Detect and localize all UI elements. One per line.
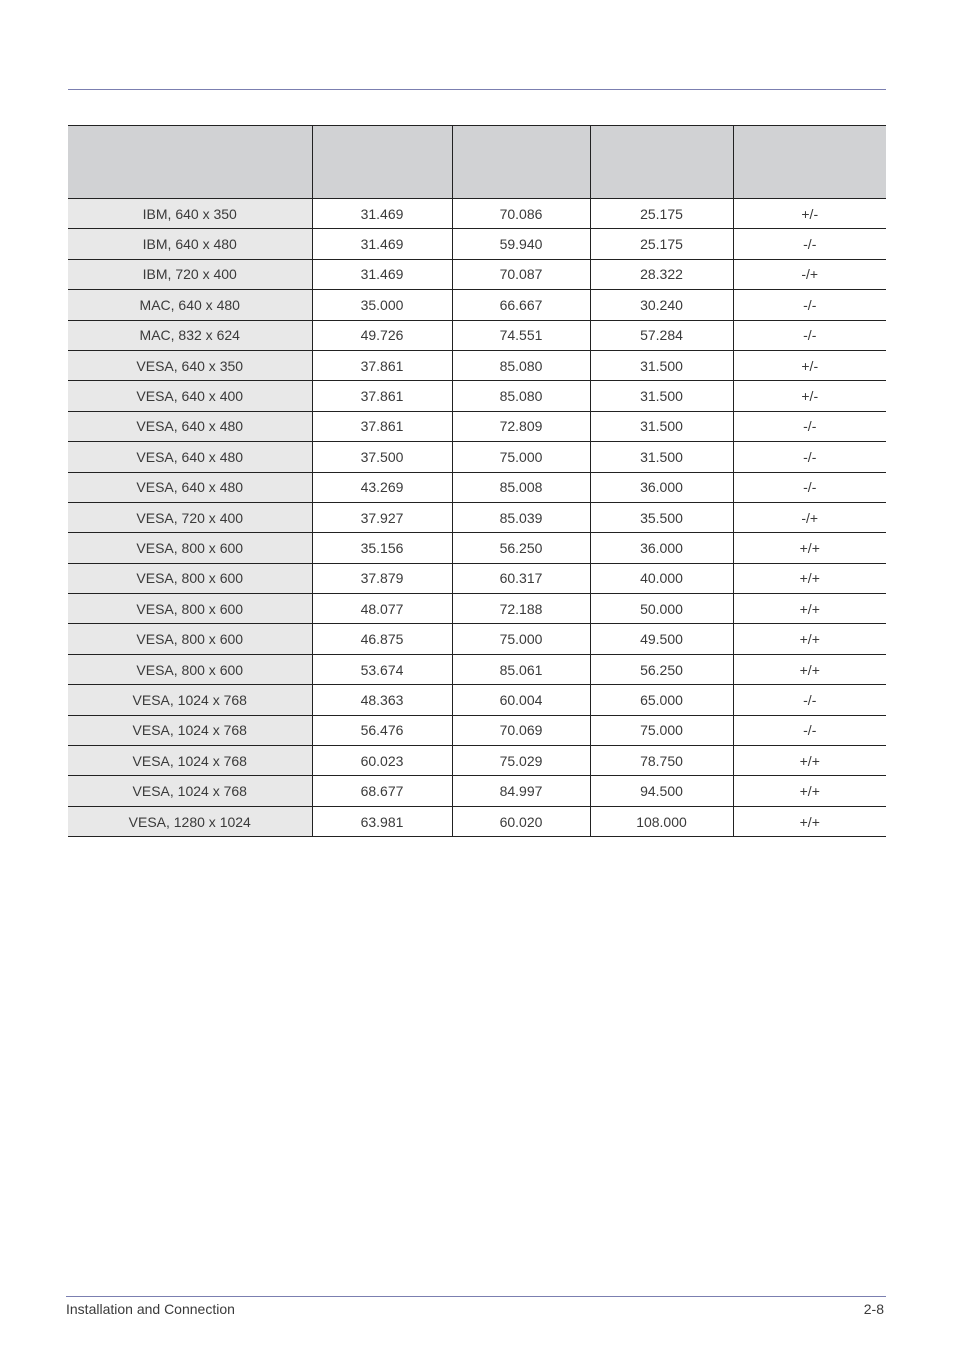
cell-vertical-frequency: 60.004 xyxy=(452,685,590,715)
table-row xyxy=(68,350,886,380)
table-row xyxy=(68,381,886,411)
cell-display-mode: VESA, 640 x 480 xyxy=(68,442,312,472)
cell-horizontal-frequency: 56.476 xyxy=(312,715,452,745)
cell-sync-polarity: -/- xyxy=(733,472,886,502)
cell-pixel-clock: 94.500 xyxy=(590,776,733,806)
cell-horizontal-frequency: 37.927 xyxy=(312,502,452,532)
cell-pixel-clock: 36.000 xyxy=(590,472,733,502)
cell-pixel-clock: 56.250 xyxy=(590,654,733,684)
cell-vertical-frequency: 85.061 xyxy=(452,654,590,684)
table-header-row xyxy=(68,126,886,199)
header-cell-horizontal-freq xyxy=(312,126,452,199)
cell-sync-polarity: -/- xyxy=(733,320,886,350)
cell-sync-polarity: -/- xyxy=(733,442,886,472)
cell-display-mode: IBM, 640 x 480 xyxy=(68,229,312,259)
table-row xyxy=(68,259,886,289)
cell-sync-polarity: -/- xyxy=(733,685,886,715)
cell-vertical-frequency: 66.667 xyxy=(452,290,590,320)
cell-pixel-clock: 25.175 xyxy=(590,199,733,229)
cell-horizontal-frequency: 43.269 xyxy=(312,472,452,502)
cell-horizontal-frequency: 49.726 xyxy=(312,320,452,350)
cell-vertical-frequency: 70.087 xyxy=(452,259,590,289)
cell-display-mode: MAC, 832 x 624 xyxy=(68,320,312,350)
cell-vertical-frequency: 70.086 xyxy=(452,199,590,229)
table-body xyxy=(68,199,886,837)
cell-pixel-clock: 65.000 xyxy=(590,685,733,715)
cell-vertical-frequency: 72.188 xyxy=(452,594,590,624)
cell-display-mode: IBM, 720 x 400 xyxy=(68,259,312,289)
cell-sync-polarity: -/- xyxy=(733,290,886,320)
cell-pixel-clock: 57.284 xyxy=(590,320,733,350)
table-row xyxy=(68,624,886,654)
table-row xyxy=(68,442,886,472)
cell-display-mode: VESA, 800 x 600 xyxy=(68,563,312,593)
cell-display-mode: IBM, 640 x 350 xyxy=(68,199,312,229)
cell-vertical-frequency: 60.020 xyxy=(452,806,590,836)
cell-vertical-frequency: 70.069 xyxy=(452,715,590,745)
cell-pixel-clock: 108.000 xyxy=(590,806,733,836)
cell-horizontal-frequency: 48.363 xyxy=(312,685,452,715)
table-row xyxy=(68,411,886,441)
cell-pixel-clock: 75.000 xyxy=(590,715,733,745)
cell-horizontal-frequency: 68.677 xyxy=(312,776,452,806)
cell-horizontal-frequency: 53.674 xyxy=(312,654,452,684)
cell-display-mode: VESA, 1024 x 768 xyxy=(68,715,312,745)
cell-display-mode: VESA, 640 x 480 xyxy=(68,472,312,502)
cell-sync-polarity: +/- xyxy=(733,350,886,380)
cell-vertical-frequency: 56.250 xyxy=(452,533,590,563)
header-cell-mode xyxy=(68,126,312,199)
cell-horizontal-frequency: 37.861 xyxy=(312,411,452,441)
cell-vertical-frequency: 85.039 xyxy=(452,502,590,532)
cell-pixel-clock: 25.175 xyxy=(590,229,733,259)
cell-horizontal-frequency: 31.469 xyxy=(312,259,452,289)
table-row xyxy=(68,746,886,776)
cell-display-mode: VESA, 800 x 600 xyxy=(68,624,312,654)
header-cell-vertical-freq xyxy=(452,126,590,199)
cell-vertical-frequency: 75.000 xyxy=(452,624,590,654)
cell-pixel-clock: 50.000 xyxy=(590,594,733,624)
header-rule xyxy=(68,89,886,90)
cell-horizontal-frequency: 31.469 xyxy=(312,199,452,229)
cell-pixel-clock: 78.750 xyxy=(590,746,733,776)
cell-pixel-clock: 49.500 xyxy=(590,624,733,654)
table-row xyxy=(68,563,886,593)
cell-horizontal-frequency: 37.500 xyxy=(312,442,452,472)
cell-pixel-clock: 31.500 xyxy=(590,381,733,411)
table-row xyxy=(68,502,886,532)
cell-sync-polarity: +/+ xyxy=(733,624,886,654)
cell-vertical-frequency: 85.008 xyxy=(452,472,590,502)
cell-sync-polarity: +/+ xyxy=(733,594,886,624)
footer-rule xyxy=(66,1296,886,1297)
table-row xyxy=(68,806,886,836)
cell-display-mode: VESA, 1024 x 768 xyxy=(68,685,312,715)
cell-sync-polarity: +/+ xyxy=(733,654,886,684)
cell-sync-polarity: +/- xyxy=(733,381,886,411)
cell-sync-polarity: -/+ xyxy=(733,502,886,532)
cell-pixel-clock: 28.322 xyxy=(590,259,733,289)
table-row xyxy=(68,715,886,745)
cell-pixel-clock: 31.500 xyxy=(590,442,733,472)
header-cell-sync-polarity xyxy=(733,126,886,199)
cell-sync-polarity: +/+ xyxy=(733,806,886,836)
cell-sync-polarity: -/+ xyxy=(733,259,886,289)
cell-vertical-frequency: 60.317 xyxy=(452,563,590,593)
cell-horizontal-frequency: 63.981 xyxy=(312,806,452,836)
cell-horizontal-frequency: 37.861 xyxy=(312,381,452,411)
cell-sync-polarity: +/+ xyxy=(733,746,886,776)
header-cell-pixel-clock xyxy=(590,126,733,199)
table-row xyxy=(68,654,886,684)
cell-vertical-frequency: 75.029 xyxy=(452,746,590,776)
display-timing-table xyxy=(68,125,886,837)
cell-pixel-clock: 36.000 xyxy=(590,533,733,563)
table-row xyxy=(68,533,886,563)
cell-display-mode: MAC, 640 x 480 xyxy=(68,290,312,320)
cell-pixel-clock: 31.500 xyxy=(590,411,733,441)
cell-display-mode: VESA, 800 x 600 xyxy=(68,594,312,624)
cell-vertical-frequency: 75.000 xyxy=(452,442,590,472)
cell-horizontal-frequency: 37.879 xyxy=(312,563,452,593)
cell-vertical-frequency: 85.080 xyxy=(452,381,590,411)
cell-horizontal-frequency: 46.875 xyxy=(312,624,452,654)
cell-display-mode: VESA, 640 x 350 xyxy=(68,350,312,380)
cell-sync-polarity: +/+ xyxy=(733,533,886,563)
table-row xyxy=(68,229,886,259)
cell-display-mode: VESA, 640 x 480 xyxy=(68,411,312,441)
cell-sync-polarity: +/+ xyxy=(733,776,886,806)
cell-pixel-clock: 30.240 xyxy=(590,290,733,320)
cell-vertical-frequency: 74.551 xyxy=(452,320,590,350)
cell-horizontal-frequency: 60.023 xyxy=(312,746,452,776)
cell-vertical-frequency: 72.809 xyxy=(452,411,590,441)
table-row xyxy=(68,685,886,715)
table-row xyxy=(68,776,886,806)
cell-horizontal-frequency: 31.469 xyxy=(312,229,452,259)
cell-horizontal-frequency: 35.156 xyxy=(312,533,452,563)
table-row xyxy=(68,594,886,624)
footer-section-title: Installation and Connection xyxy=(66,1301,235,1317)
cell-pixel-clock: 40.000 xyxy=(590,563,733,593)
cell-vertical-frequency: 59.940 xyxy=(452,229,590,259)
cell-display-mode: VESA, 1024 x 768 xyxy=(68,746,312,776)
cell-display-mode: VESA, 800 x 600 xyxy=(68,654,312,684)
cell-horizontal-frequency: 37.861 xyxy=(312,350,452,380)
cell-horizontal-frequency: 48.077 xyxy=(312,594,452,624)
cell-sync-polarity: -/- xyxy=(733,411,886,441)
footer-page-number: 2-8 xyxy=(863,1301,884,1317)
cell-horizontal-frequency: 35.000 xyxy=(312,290,452,320)
table-row xyxy=(68,290,886,320)
cell-display-mode: VESA, 720 x 400 xyxy=(68,502,312,532)
cell-sync-polarity: -/- xyxy=(733,715,886,745)
cell-pixel-clock: 35.500 xyxy=(590,502,733,532)
cell-pixel-clock: 31.500 xyxy=(590,350,733,380)
cell-display-mode: VESA, 640 x 400 xyxy=(68,381,312,411)
cell-vertical-frequency: 85.080 xyxy=(452,350,590,380)
cell-sync-polarity: +/+ xyxy=(733,563,886,593)
cell-sync-polarity: -/- xyxy=(733,229,886,259)
cell-display-mode: VESA, 800 x 600 xyxy=(68,533,312,563)
table-row xyxy=(68,320,886,350)
table-row xyxy=(68,472,886,502)
cell-sync-polarity: +/- xyxy=(733,199,886,229)
cell-vertical-frequency: 84.997 xyxy=(452,776,590,806)
cell-display-mode: VESA, 1280 x 1024 xyxy=(68,806,312,836)
cell-display-mode: VESA, 1024 x 768 xyxy=(68,776,312,806)
table-row xyxy=(68,199,886,229)
